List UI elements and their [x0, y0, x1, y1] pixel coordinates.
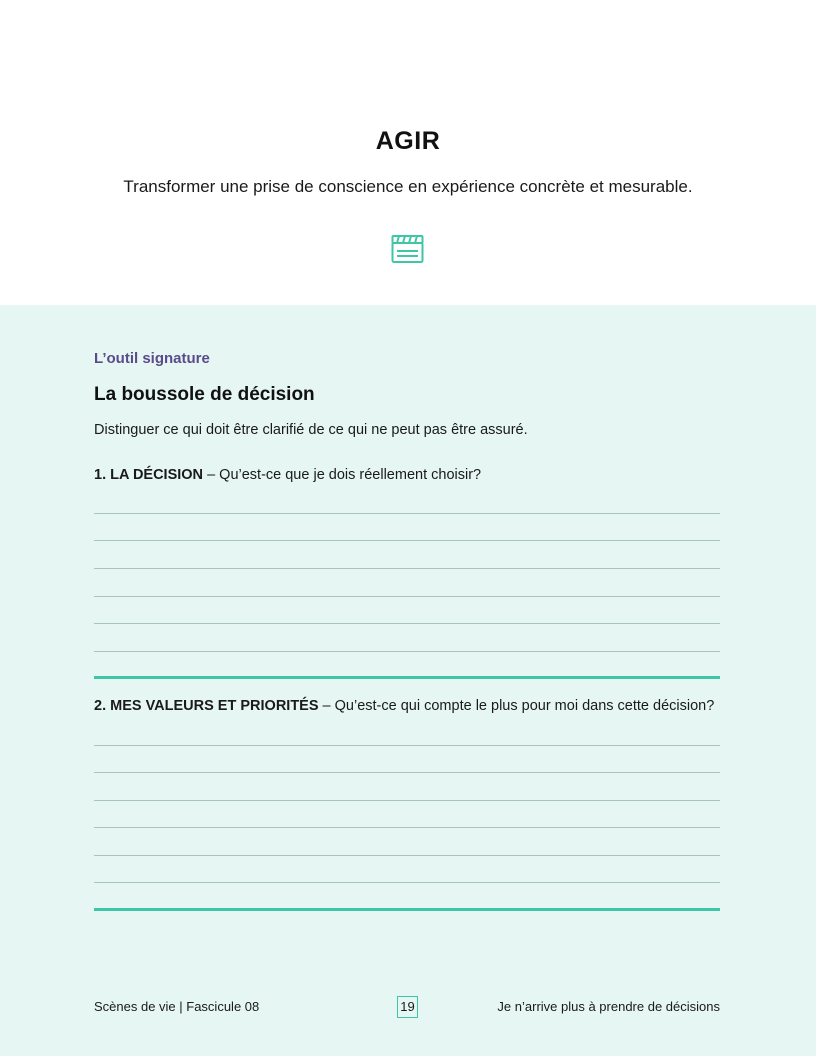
page-title: AGIR [375, 127, 441, 155]
page-subtitle: Transformer une prise de conscience en expérience concrète et mesurable. [123, 177, 693, 196]
writing-line[interactable] [94, 827, 720, 828]
clapperboard-icon [391, 234, 424, 264]
writing-line[interactable] [94, 855, 720, 856]
tool-description: Distinguer ce qui doit être clarifié de ce qui ne peut pas être assuré. [94, 422, 528, 438]
writing-line[interactable] [94, 596, 720, 597]
tool-label: L’outil signature [94, 350, 210, 367]
writing-line[interactable] [94, 882, 720, 883]
question-text: – Qu’est-ce qui compte le plus pour moi dans cette décision? [318, 698, 715, 714]
question-text: – Qu’est-ce que je dois réellement choisir? [203, 467, 482, 483]
writing-line[interactable] [94, 651, 720, 652]
worksheet-panel [0, 305, 816, 1056]
writing-line[interactable] [94, 800, 720, 801]
footer-chapter-title: Je n’arrive plus à prendre de décisions [497, 999, 720, 1014]
question-label: 1. LA DÉCISION [94, 467, 204, 483]
tool-title: La boussole de décision [94, 384, 315, 405]
writing-line[interactable] [94, 772, 720, 773]
writing-line[interactable] [94, 745, 720, 746]
question-decision [94, 467, 481, 483]
footer-publication: Scènes de vie | Fascicule 08 [94, 999, 260, 1014]
page-number: 19 [397, 996, 418, 1018]
writing-line[interactable] [94, 513, 720, 514]
section-divider [94, 676, 720, 679]
writing-line[interactable] [94, 623, 720, 624]
question-values [94, 698, 714, 714]
writing-line[interactable] [94, 568, 720, 569]
section-divider [94, 908, 720, 911]
header-section [0, 0, 816, 305]
writing-line[interactable] [94, 540, 720, 541]
question-label: 2. MES VALEURS ET PRIORITÉS [94, 698, 319, 714]
